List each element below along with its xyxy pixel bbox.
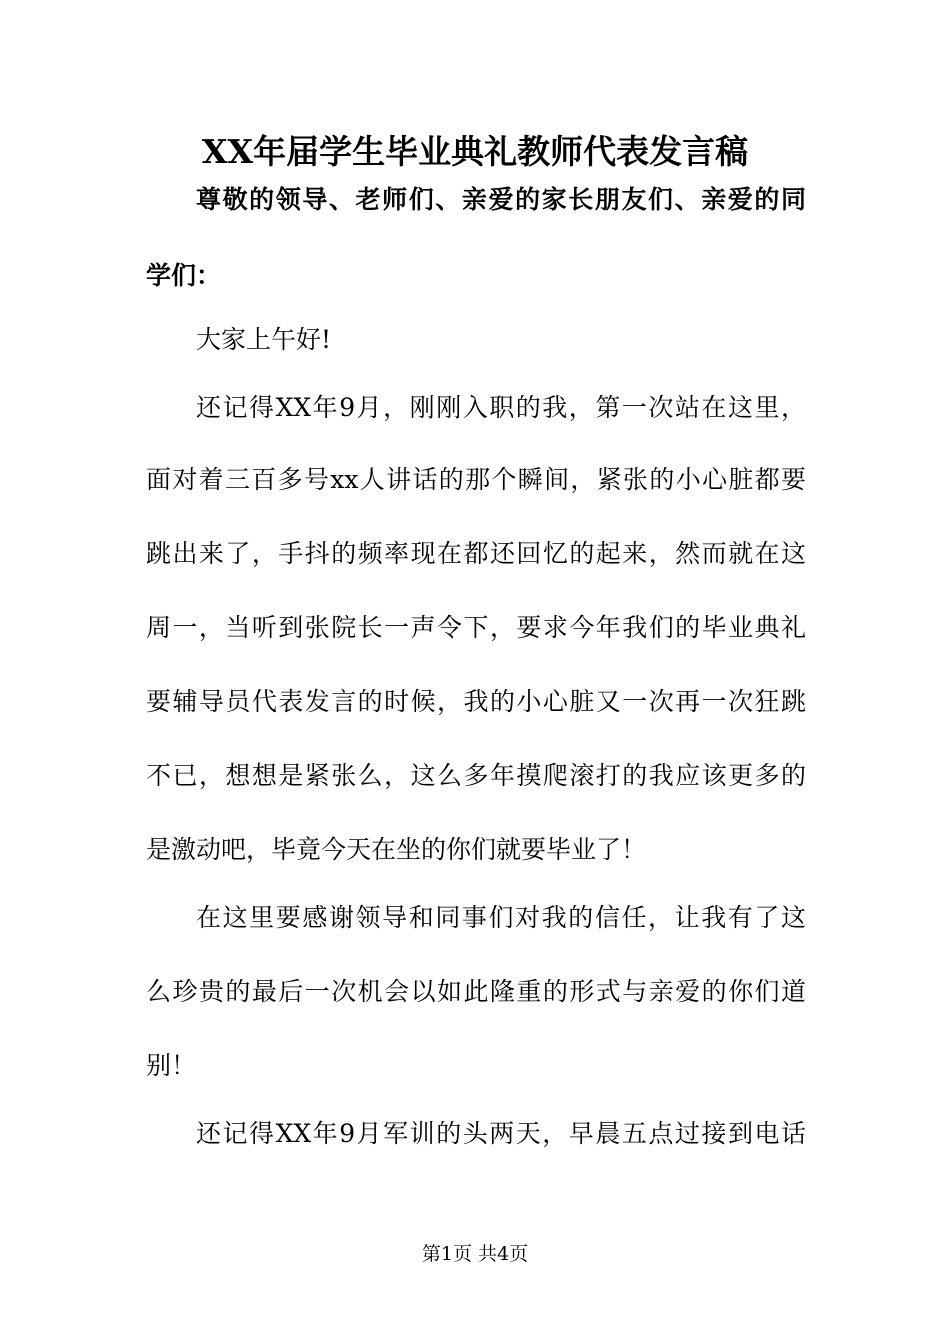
paragraph-line: 不已，想想是紧张么，这么多年摸爬滚打的我应该更多的	[146, 761, 806, 790]
paragraph-line: 还记得XX年9月，刚刚入职的我，第一次站在这里，	[196, 393, 806, 422]
paragraph-line: 要辅导员代表发言的时候，我的小心脏又一次再一次狂跳	[146, 687, 806, 716]
page-footer: 第1页 共4页	[421, 1243, 529, 1265]
salutation-line-1: 尊敬的领导、老师们、亲爱的家长朋友们、亲爱的同	[196, 185, 806, 214]
paragraph-line: 周一，当听到张院长一声令下，要求今年我们的毕业典礼	[146, 613, 806, 642]
paragraph-line: 别！	[146, 1051, 197, 1080]
paragraph-line: 跳出来了，手抖的频率现在都还回忆的起来，然而就在这	[146, 539, 806, 568]
paragraph-line: 是激动吧，毕竟今天在坐的你们就要毕业了！	[146, 835, 647, 864]
paragraph-line: 还记得XX年9月军训的头两天，早晨五点过接到电话	[196, 1119, 806, 1148]
paragraph-line: 么珍贵的最后一次机会以如此隆重的形式与亲爱的你们道	[146, 977, 806, 1006]
salutation-line-2: 学们：	[146, 261, 222, 290]
document-title: XX年届学生毕业典礼教师代表发言稿	[201, 132, 749, 171]
greeting-line: 大家上午好!	[196, 325, 332, 354]
paragraph-line: 在这里要感谢领导和同事们对我的信任，让我有了这	[196, 903, 806, 932]
paragraph-line: 面对着三百多号xx人讲话的那个瞬间，紧张的小心脏都要	[146, 465, 806, 494]
